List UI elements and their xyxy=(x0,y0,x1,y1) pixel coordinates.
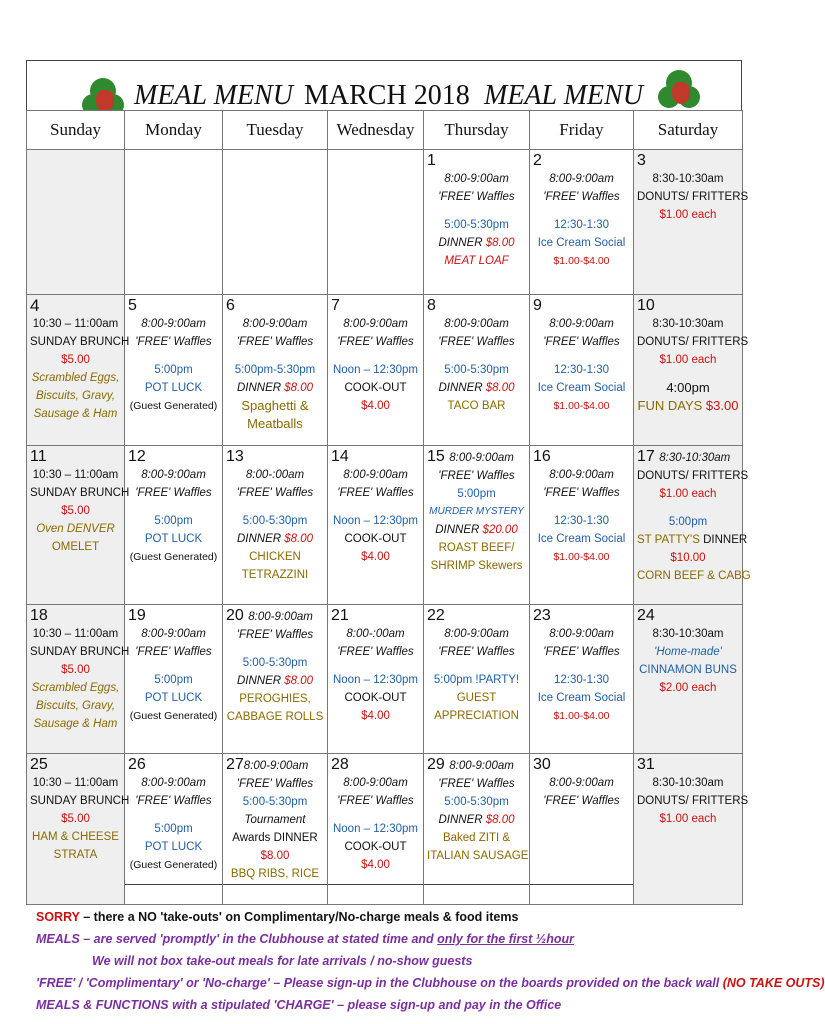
breakfast-time: 8:00-9:00am xyxy=(141,628,206,640)
cookout-label: COOK-OUT xyxy=(344,382,407,394)
week-row xyxy=(27,295,743,446)
breakfast-item: 'FREE' Waffles xyxy=(236,336,314,348)
day-number: 22 xyxy=(427,607,445,624)
social-price: $1.00-$4.00 xyxy=(553,551,610,563)
month-title: MARCH 2018 xyxy=(304,80,470,111)
event-label: FUN DAYS xyxy=(637,398,703,413)
dinner-price: $8.00 xyxy=(284,675,314,687)
brunch-menu: Scrambled Eggs, xyxy=(31,372,120,384)
weekday-sunday: Sunday xyxy=(27,111,125,150)
potluck-time: 5:00pm xyxy=(154,823,193,835)
breakfast-item: 'FREE' Waffles xyxy=(135,646,212,658)
day-cell xyxy=(223,295,328,446)
day-cell xyxy=(125,446,223,605)
breakfast-time: 8:00-9:00am xyxy=(343,318,408,330)
social-event: Ice Cream Social xyxy=(537,382,626,394)
brunch-menu: Biscuits, Gravy, xyxy=(35,700,116,712)
leprechaun-logo-right xyxy=(654,60,704,112)
dinner-time: 5:00pm-5:30pm xyxy=(234,364,316,376)
day-cell xyxy=(424,754,530,905)
week-row xyxy=(27,150,743,295)
empty-day-cell xyxy=(125,150,223,295)
policy-notes xyxy=(36,906,825,1016)
day-number: 4 xyxy=(30,296,40,315)
day-cell xyxy=(424,150,530,295)
brunch-menu: Scrambled Eggs, xyxy=(31,682,120,694)
donut-item: DONUTS/ FRITTERS xyxy=(637,336,749,348)
social-price: $1.00-$4.00 xyxy=(553,255,610,267)
day-cell xyxy=(530,295,634,446)
dinner-time: 5:00pm xyxy=(668,516,708,528)
day-number: 1 xyxy=(427,152,436,169)
dinner-menu: BBQ RIBS, RICE xyxy=(230,868,320,880)
dinner-menu: TACO BAR xyxy=(447,400,506,412)
dinner-time: 5:00-5:30pm xyxy=(444,219,509,231)
day-cell xyxy=(530,605,634,754)
donut-item: DONUTS/ FRITTERS xyxy=(637,795,749,807)
breakfast-item: 'FREE' Waffles xyxy=(135,795,212,807)
dinner-label: DINNER xyxy=(435,524,480,536)
dinner-menu: MEAT LOAF xyxy=(444,255,509,267)
breakfast-item: 'FREE' Waffles xyxy=(236,778,314,790)
day-number: 20 xyxy=(226,607,244,624)
breakfast-time: 8:00-9:00am xyxy=(242,318,308,330)
dinner-price: $10.00 xyxy=(670,552,706,564)
breakfast-item: 'FREE' Waffles xyxy=(337,646,414,658)
dinner-label: DINNER xyxy=(236,382,282,394)
weekday-friday: Friday xyxy=(530,111,634,150)
dinner-price: $8.00 xyxy=(485,382,515,394)
note-late-arrivals: We will not box take-out meals for late arrivals / no-show guests xyxy=(92,954,473,968)
day-number: 12 xyxy=(128,448,146,465)
donut-time: 8:30-10:30am xyxy=(652,777,724,789)
mystery-time: 5:00pm xyxy=(457,488,496,500)
day-number: 15 xyxy=(427,448,445,465)
potluck-time: 5:00pm xyxy=(154,674,193,686)
brunch-label: SUNDAY BRUNCH xyxy=(30,795,130,807)
potluck-note: (Guest Generated) xyxy=(129,551,218,563)
donut-price: $1.00 each xyxy=(659,209,717,221)
day-cell xyxy=(634,446,751,605)
breakfast-item: 'FREE' Waffles xyxy=(438,470,515,482)
dinner-label: DINNER xyxy=(438,814,483,826)
weekday-tuesday: Tuesday xyxy=(223,111,328,150)
day-number: 16 xyxy=(533,448,551,465)
dinner-label: DINNER xyxy=(438,382,483,394)
day-number: 14 xyxy=(331,448,349,465)
breakfast-time: 8:00-9:00am xyxy=(141,469,206,481)
dinner-time: 5:00-5:30pm xyxy=(444,796,509,808)
potluck-label: POT LUCK xyxy=(144,533,203,545)
day-cell xyxy=(125,295,223,446)
day-number: 9 xyxy=(533,297,542,314)
brunch-time: 10:30 – 11:00am xyxy=(32,469,119,481)
dinner-menu: SHRIMP Skewers xyxy=(430,560,523,572)
brunch-price: $5.00 xyxy=(61,354,90,366)
brunch-menu: HAM & CHEESE xyxy=(32,831,119,843)
day-cell xyxy=(27,446,130,605)
day-number: 29 xyxy=(427,756,445,773)
breakfast-item: 'FREE' Waffles xyxy=(438,646,515,658)
cookout-label: COOK-OUT xyxy=(344,692,407,704)
party-label: GUEST xyxy=(456,692,497,704)
note-charge-signup: MEALS & FUNCTIONS with a stipulated 'CHARGE' – please sign-up and pay in the Office xyxy=(36,998,562,1012)
breakfast-time: 8:00-9:00am xyxy=(444,173,509,185)
breakfast-item: 'FREE' Waffles xyxy=(438,336,515,348)
day-number: 23 xyxy=(533,607,551,624)
dinner-menu: Baked ZITI & xyxy=(442,832,511,844)
breakfast-time: 8:00-:00am xyxy=(346,628,405,640)
potluck-time: 5:00pm xyxy=(154,515,193,527)
social-time: 12:30-1:30 xyxy=(554,219,609,231)
brunch-label: SUNDAY BRUNCH xyxy=(30,646,130,658)
day-cell xyxy=(530,150,634,295)
cookout-time: Noon – 12:30pm xyxy=(332,364,419,376)
breakfast-time: 8:00-9:00am xyxy=(141,777,206,789)
cookout-label: COOK-OUT xyxy=(344,533,407,545)
day-number: 10 xyxy=(637,297,655,314)
potluck-label: POT LUCK xyxy=(144,692,203,704)
week-row xyxy=(27,605,743,754)
breakfast-item: 'FREE' Waffles xyxy=(135,336,212,348)
dinner-price: $8.00 xyxy=(260,850,290,862)
brunch-time: 10:30 – 11:00am xyxy=(32,777,119,789)
breakfast-time: 8:00-9:00am xyxy=(549,173,614,185)
dinner-menu: CHICKEN xyxy=(249,551,301,563)
day-cell xyxy=(328,446,424,605)
social-time: 12:30-1:30 xyxy=(554,364,609,376)
breakfast-item: 'FREE' Waffles xyxy=(543,646,620,658)
potluck-note: (Guest Generated) xyxy=(129,710,218,722)
breakfast-item: 'FREE' Waffles xyxy=(236,487,314,499)
day-number: 24 xyxy=(637,607,655,624)
day-number: 30 xyxy=(533,756,551,773)
day-number: 7 xyxy=(331,297,340,314)
breakfast-item: 'FREE' Waffles xyxy=(337,336,414,348)
day-cell xyxy=(27,754,130,905)
potluck-time: 5:00pm xyxy=(154,364,193,376)
brunch-time: 10:30 – 11:00am xyxy=(32,318,119,330)
day-cell xyxy=(328,295,424,446)
day-number: 6 xyxy=(226,297,235,314)
dinner-time: 5:00-5:30pm xyxy=(242,796,308,808)
day-number: 2 xyxy=(533,152,542,169)
dinner-time: 5:00-5:30pm xyxy=(242,515,308,527)
day-number: 26 xyxy=(128,756,146,773)
brunch-time: 10:30 – 11:00am xyxy=(32,628,119,640)
day-number: 11 xyxy=(30,448,47,465)
day-cell xyxy=(634,754,749,905)
cookout-time: Noon – 12:30pm xyxy=(332,674,419,686)
party-time: 5:00pm !PARTY! xyxy=(433,674,520,686)
donut-price: $1.00 each xyxy=(659,813,717,825)
dinner-menu: Spaghetti & xyxy=(241,398,309,413)
bakery-time: 8:30-10:30am xyxy=(652,628,724,640)
day-cell xyxy=(424,446,530,605)
weekday-monday: Monday xyxy=(125,111,223,150)
brunch-price: $5.00 xyxy=(61,813,90,825)
breakfast-time: 8:00-9:00am xyxy=(449,760,514,772)
social-time: 12:30-1:30 xyxy=(554,515,609,527)
breakfast-item: 'FREE' Waffles xyxy=(337,487,414,499)
dinner-price: $8.00 xyxy=(284,382,314,394)
day-cell xyxy=(328,605,424,754)
dinner-menu: TETRAZZINI xyxy=(241,569,309,581)
dinner-menu: ITALIAN SAUSAGE xyxy=(427,850,529,862)
potluck-label: POT LUCK xyxy=(144,841,203,853)
dinner-time: 5:00-5:30pm xyxy=(444,364,509,376)
breakfast-item: 'FREE' Waffles xyxy=(236,629,314,641)
cookout-time: Noon – 12:30pm xyxy=(332,823,419,835)
mystery-label: MURDER MYSTERY xyxy=(429,506,524,517)
day-cell xyxy=(27,605,130,754)
dinner-label: DINNER xyxy=(703,534,748,546)
breakfast-time: 8:00-9:00am xyxy=(444,318,509,330)
weekday-wednesday: Wednesday xyxy=(328,111,424,150)
day-number: 17 xyxy=(637,448,655,465)
note-meals: MEALS – are served 'promptly' in the Clubhouse at stated time and only for the first ½hour xyxy=(36,932,574,946)
breakfast-time: 8:00-9:00am xyxy=(549,318,614,330)
day-number: 25 xyxy=(30,756,48,773)
brunch-menu: Sausage & Ham xyxy=(33,718,118,730)
breakfast-item: 'FREE' Waffles xyxy=(543,795,620,807)
dinner-menu: Meatballs xyxy=(247,416,303,431)
day-number: 8 xyxy=(427,297,436,314)
day-cell xyxy=(125,754,223,905)
breakfast-item: 'FREE' Waffles xyxy=(438,778,515,790)
event-time: 4:00pm xyxy=(666,380,710,395)
empty-day-cell xyxy=(223,150,328,295)
breakfast-item: 'FREE' Waffles xyxy=(135,487,212,499)
day-number: 31 xyxy=(637,756,655,773)
day-cell xyxy=(424,295,530,446)
day-cell xyxy=(27,295,130,446)
day-number: 28 xyxy=(331,756,349,773)
dinner-menu: PEROGHIES, xyxy=(239,693,311,705)
dinner-price: $20.00 xyxy=(482,524,518,536)
social-event: Ice Cream Social xyxy=(537,533,626,545)
breakfast-time: 8:00-9:00am xyxy=(444,628,509,640)
potluck-note: (Guest Generated) xyxy=(129,400,218,412)
dinner-menu: CABBAGE ROLLS xyxy=(226,711,324,723)
day-cell xyxy=(223,754,328,905)
dinner-event: ST PATTY'S xyxy=(637,534,700,546)
day-cell xyxy=(530,754,634,905)
donut-item: DONUTS/ FRITTERS xyxy=(637,470,749,482)
day-number: 3 xyxy=(637,152,646,169)
party-label: APPRECIATION xyxy=(434,710,519,722)
title-row xyxy=(26,60,742,110)
day-cell xyxy=(634,150,749,295)
dinner-menu: CORN BEEF & CABG xyxy=(637,570,751,582)
day-cell xyxy=(634,605,743,754)
breakfast-time: 8:00-:00am xyxy=(245,469,305,481)
day-number: 19 xyxy=(128,607,146,624)
empty-day-cell xyxy=(328,150,424,295)
cookout-time: Noon – 12:30pm xyxy=(332,515,419,527)
cookout-price: $4.00 xyxy=(361,859,390,871)
dinner-event: Tournament xyxy=(244,814,306,826)
week-row xyxy=(27,446,743,605)
day-cell xyxy=(530,446,634,605)
breakfast-time: 8:00-9:00am xyxy=(549,777,614,789)
day-cell xyxy=(424,605,530,754)
event-price: $3.00 xyxy=(705,398,739,413)
donut-time: 8:30-10:30am xyxy=(659,452,731,464)
brunch-menu: STRATA xyxy=(53,849,98,861)
day-cell xyxy=(328,754,424,905)
breakfast-time: 8:00-9:00am xyxy=(449,452,514,464)
day-number: 5 xyxy=(128,297,137,314)
day-number: 27 xyxy=(226,756,244,773)
dinner-menu: ROAST BEEF/ xyxy=(438,542,515,554)
brunch-menu: Oven DENVER xyxy=(36,523,115,535)
dinner-price: $8.00 xyxy=(485,814,515,826)
cookout-price: $4.00 xyxy=(361,710,390,722)
brunch-menu: OMELET xyxy=(51,541,100,553)
breakfast-time: 8:00-9:00am xyxy=(243,760,309,772)
social-price: $1.00-$4.00 xyxy=(553,710,610,722)
social-event: Ice Cream Social xyxy=(537,692,626,704)
social-time: 12:30-1:30 xyxy=(554,674,609,686)
breakfast-item: 'FREE' Waffles xyxy=(543,487,620,499)
dinner-time: 5:00-5:30pm xyxy=(242,657,308,669)
day-cell xyxy=(223,446,328,605)
dinner-label: Awards DINNER xyxy=(232,832,318,844)
cookout-price: $4.00 xyxy=(361,551,390,563)
potluck-label: POT LUCK xyxy=(144,382,203,394)
breakfast-time: 8:00-9:00am xyxy=(549,469,614,481)
potluck-note: (Guest Generated) xyxy=(129,859,218,871)
empty-day-cell xyxy=(27,150,125,295)
note-takeouts: SORRY – there a NO 'take-outs' on Complimentary/No-charge meals & food items xyxy=(36,910,519,924)
cookout-label: COOK-OUT xyxy=(344,841,407,853)
day-cell xyxy=(634,295,749,446)
breakfast-time: 8:00-9:00am xyxy=(141,318,206,330)
social-price: $1.00-$4.00 xyxy=(553,400,610,412)
left-title: MEAL MENU xyxy=(134,80,293,111)
breakfast-item: 'FREE' Waffles xyxy=(543,336,620,348)
weekday-header-row xyxy=(27,111,743,150)
breakfast-time: 8:00-9:00am xyxy=(248,611,313,623)
day-cell xyxy=(223,605,328,754)
breakfast-time: 8:00-9:00am xyxy=(343,469,408,481)
dinner-label: DINNER xyxy=(236,533,282,545)
brunch-menu: Sausage & Ham xyxy=(33,408,118,420)
right-title: MEAL MENU xyxy=(484,80,643,111)
weekday-saturday: Saturday xyxy=(634,111,743,150)
day-number: 18 xyxy=(30,607,48,624)
bakery-item: CINNAMON BUNS xyxy=(639,664,737,676)
bakery-price: $2.00 each xyxy=(659,682,717,694)
donut-time: 8:30-10:30am xyxy=(652,173,724,185)
dinner-price: $8.00 xyxy=(284,533,314,545)
breakfast-item: 'FREE' Waffles xyxy=(438,191,515,203)
brunch-price: $5.00 xyxy=(61,505,90,517)
breakfast-item: 'FREE' Waffles xyxy=(337,795,414,807)
cookout-price: $4.00 xyxy=(361,400,390,412)
brunch-label: SUNDAY BRUNCH xyxy=(30,487,130,499)
breakfast-item: 'FREE' Waffles xyxy=(543,191,620,203)
week-row xyxy=(27,754,743,905)
donut-price: $1.00 each xyxy=(659,354,717,366)
brunch-menu: Biscuits, Gravy, xyxy=(35,390,116,402)
bakery-label: 'Home-made' xyxy=(654,646,722,658)
dinner-label: DINNER xyxy=(438,237,483,249)
breakfast-time: 8:00-9:00am xyxy=(549,628,614,640)
weekday-thursday: Thursday xyxy=(424,111,530,150)
social-event: Ice Cream Social xyxy=(537,237,626,249)
dinner-label: DINNER xyxy=(236,675,282,687)
note-free-signup: 'FREE' / 'Complimentary' or 'No-charge' – Please sign-up in the Clubhouse on the boards provided on the back wall (NO TAKE OUTS) xyxy=(36,976,825,990)
day-cell xyxy=(125,605,223,754)
meal-calendar xyxy=(26,110,751,905)
brunch-price: $5.00 xyxy=(61,664,90,676)
donut-price: $1.00 each xyxy=(659,488,717,500)
donut-item: DONUTS/ FRITTERS xyxy=(637,191,749,203)
dinner-price: $8.00 xyxy=(485,237,515,249)
day-number: 13 xyxy=(226,448,244,465)
breakfast-time: 8:00-9:00am xyxy=(343,777,408,789)
brunch-label: SUNDAY BRUNCH xyxy=(30,336,130,348)
donut-time: 8:30-10:30am xyxy=(652,318,724,330)
day-number: 21 xyxy=(331,607,349,624)
